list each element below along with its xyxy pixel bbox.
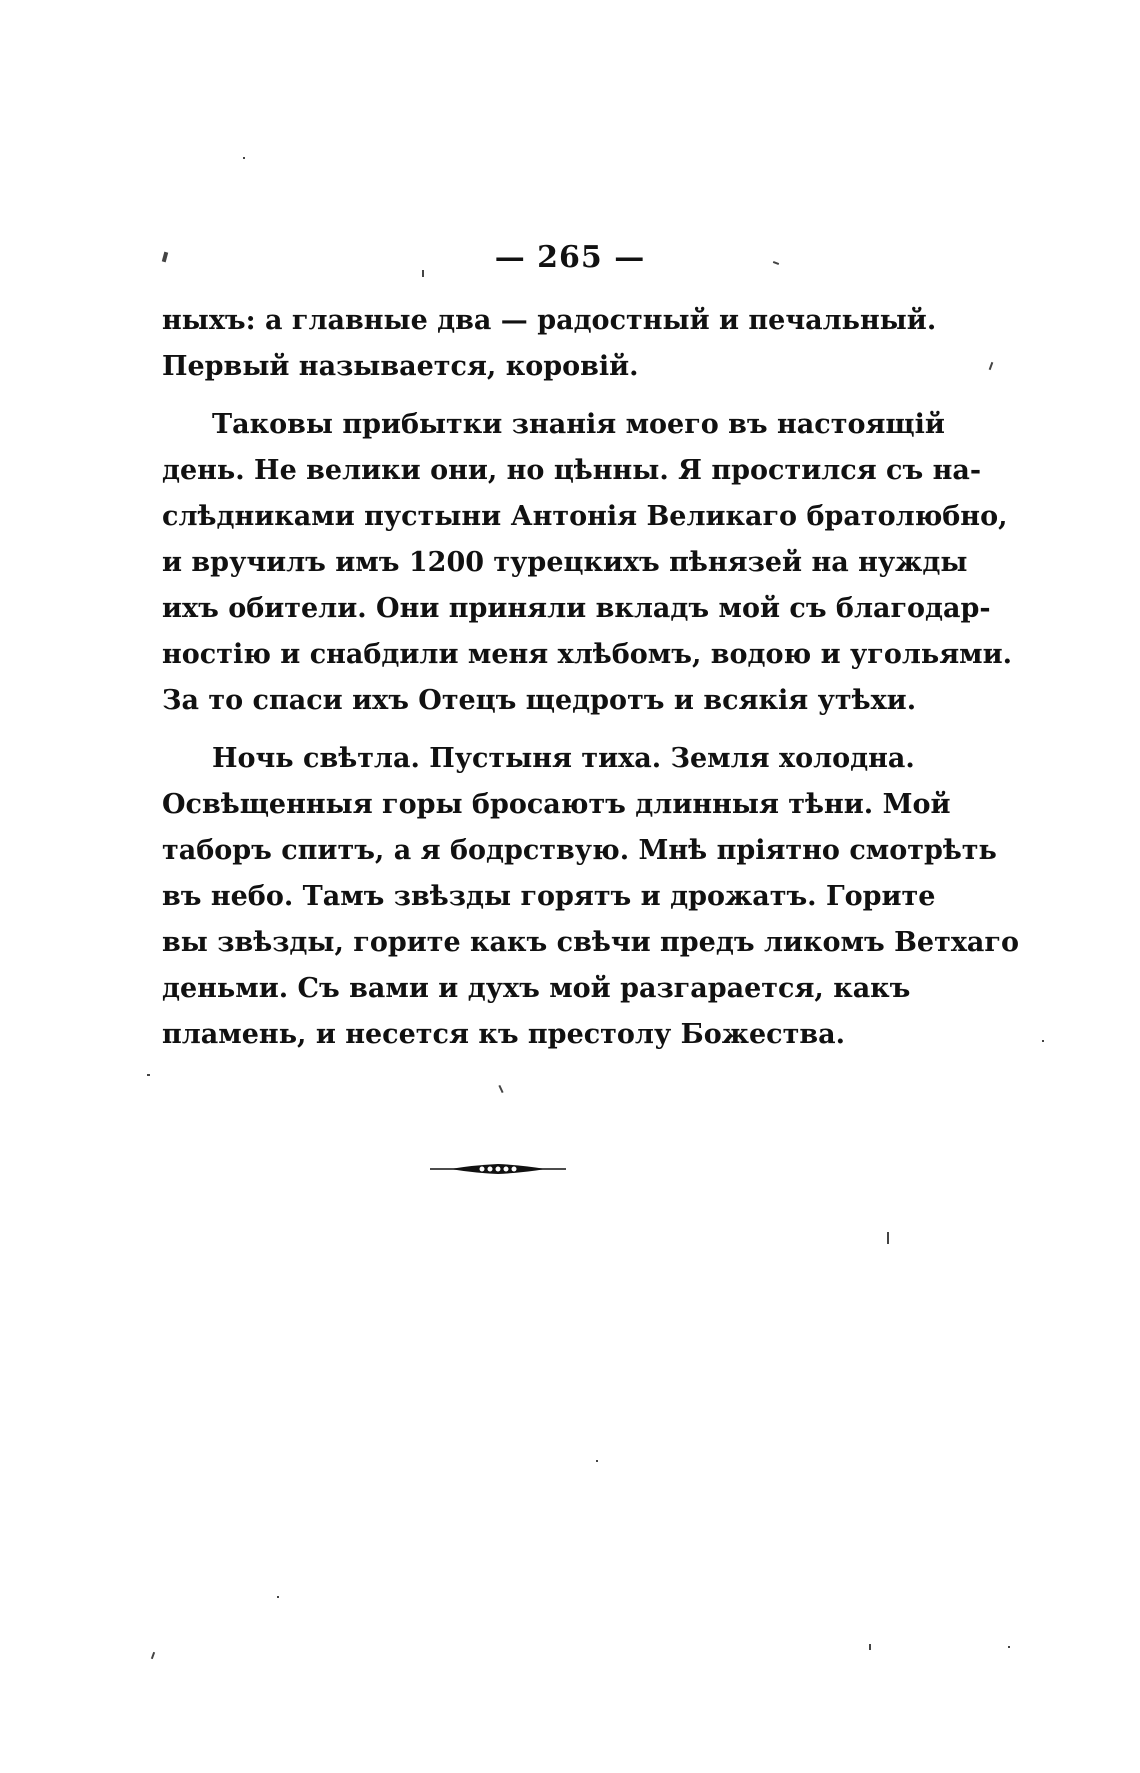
text-line: въ небо. Тамъ звѣзды горятъ и дрожатъ. Горите [162,881,936,912]
paragraph-3 [162,736,1019,1058]
body-text [162,298,1019,1058]
text-line: За то спаси ихъ Отецъ щедротъ и всякія утѣхи. [162,685,917,716]
text-line: таборъ спитъ, а я бодрствую. Мнѣ пріятно смотрѣть [162,835,997,866]
scan-speck [147,1074,150,1076]
scan-speck [243,157,245,159]
scan-speck [422,270,424,277]
scan-speck [1008,1646,1010,1648]
scan-speck [151,1652,155,1659]
scan-speck [869,1644,871,1650]
ornament-rule-icon [430,1162,566,1176]
text-line: вы звѣзды, горите какъ свѣчи предъ ликомъ Ветхаго [162,927,1019,958]
scan-speck [887,1232,889,1244]
text-line: Первый называется, коровій. [162,351,639,382]
page-number: — 265 — [494,240,646,275]
scan-speck [596,1460,598,1462]
text-line: слѣдниками пустыни Антонія Великаго братолюбно, [162,501,1008,532]
scan-speck [989,362,994,370]
text-line: и вручилъ имъ 1200 турецкихъ пѣнязей на нужды [162,547,968,578]
text-line: Таковы прибытки знанія моего въ настоящій [212,409,945,440]
text-line: пламень, и несется къ престолу Божества. [162,1019,845,1050]
paragraph-1 [162,298,937,390]
text-line: Освѣщенныя горы бросаютъ длинныя тѣни. Мой [162,789,951,820]
text-line: ностію и снабдили меня хлѣбомъ, водою и угольями. [162,639,1013,670]
text-line: ихъ обители. Они приняли вкладъ мой съ благодар- [162,593,991,624]
text-line: деньми. Съ вами и духъ мой разгарается, какъ [162,973,911,1004]
text-line: Ночь свѣтла. Пустыня тиха. Земля холодна. [212,743,915,774]
scan-speck [1042,1040,1044,1042]
paragraph-2 [162,402,1013,724]
scan-speck [277,1596,279,1598]
scan-speck [498,1085,503,1093]
text-line: день. Не велики они, но цѣнны. Я простился съ на- [162,455,982,486]
text-line: ныхъ: а главные два — радостный и печальный. [162,305,937,336]
